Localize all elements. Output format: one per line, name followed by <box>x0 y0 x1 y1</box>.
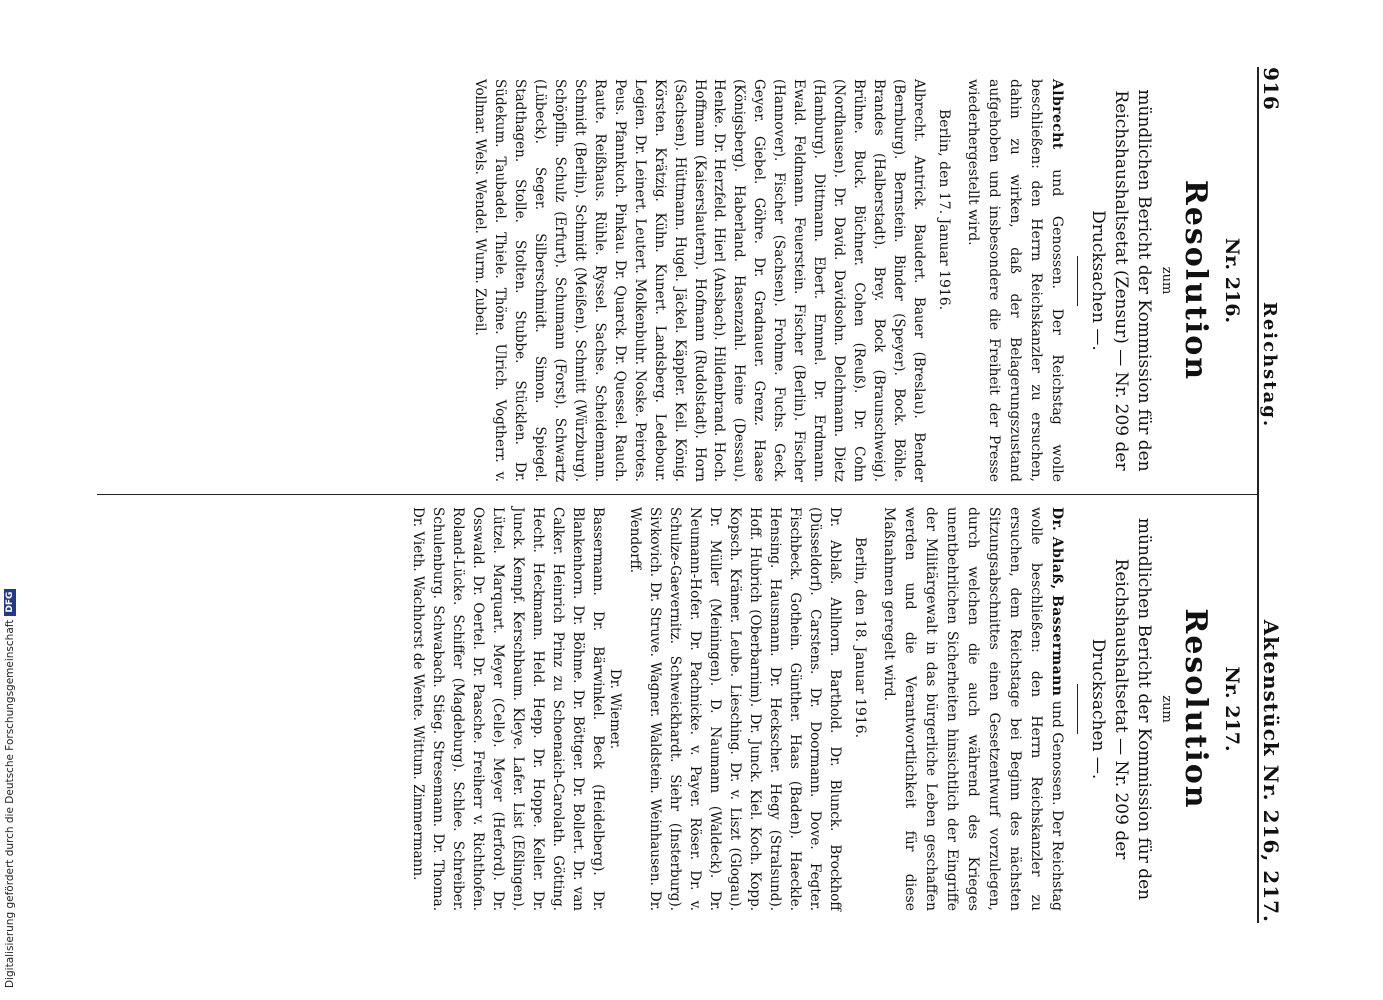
document-subtitle: mündlichen Bericht der Kommission für den Reichshaushaltsetat (Zensur) — Nr. 209 der Drucksachen —. <box>1088 89 1154 472</box>
title-connector: zum <box>1159 695 1174 723</box>
motion-paragraph <box>962 79 1067 482</box>
date-line: Berlin, den 17. Januar 1916. <box>936 109 953 311</box>
column-resolution-216 <box>97 67 1257 495</box>
signatory-list-tail: Dr. Wiemer. <box>606 668 623 750</box>
dfg-logo-icon: DFG <box>4 589 16 616</box>
signatory-list: Dr. Ablaß. Ahlhorn. Barthold. Dr. Blunck. Brockhoff (Düsseldorf). Carstens. Dr. Doormann. Dove. Fegter. Fischbeck. Gothein. Günther. Haas (Baden). Haeckle. Hensing. Hausmann. Dr. Heckscher. Hegy (Stralsund). Hoff. Hubrich (Oberbarnim). Dr. Junck. Kiel. Koch. Kopp. Kopsch. Krämer. Leube. Liesching. Dr. v. Liszt (Glogau). Dr. Müller (Meiningen). D. Naumann (Waldeck). Dr. Neumann-Hofer. Dr. Pachnicke. v. Payer. Röser. Dr. v. Schulze-Gaevernitz. Schweickhardt. Siehr (Insterburg). Sivkovich. Dr. Struve. Wagner. Waldstein. Weinhausen. Dr. Wendorff. <box>627 507 844 911</box>
document-number: Nr. 216. <box>1221 237 1243 324</box>
document-title: Resolution <box>1178 608 1213 810</box>
column-resolution-217 <box>97 495 1257 923</box>
signatory-list-second: Bassermann. Dr. Bärwinkel. Beck (Heidelberg). Dr. Blankenhorn. Dr. Böhme. Dr. Böttger. Dr. Bollert. Dr. van Calker. Heinrich Prinz zu Schoenaich-Carolath. Götting. Hecht. Heckmann. Held. Hepp. Dr. Hoppe. Keller. Dr. Junck. Kempf. Kerschbaum. Kleye. Lafer. List (Eßlingen). Lützel. Marquart. Meyer (Celle). Meyer (Herford). Dr. Osswald. Dr. Oertel. Dr. Paasche. Freiherr v. Richthofen. Roland-Lücke. Schiffer (Magdeburg). Schlee. Schreiber. Schulenburg. Schwabach. Stieg. Stresemann. Dr. Thoma. Dr. Vieth. Wachhorst de Wente. Wittum. Zimmermann. <box>409 507 606 911</box>
header-document-numbers: Aktenstück Nr. 216, 217. <box>1259 619 1283 923</box>
header-title: Reichstag. <box>1259 301 1280 429</box>
title-connector: zum <box>1159 266 1174 295</box>
running-header <box>1257 67 1295 923</box>
motion-text: und Genossen. Der Reichstag wolle beschließen: den Herrn Reichskanzler zu ersuchen, dahin zu wirken, daß der Belagerungszustand aufgehoben und insbesondere die Freiheit der Presse wiederhergestellt wird. <box>965 79 1066 483</box>
motion-text: und Genossen. Der Reichstag wolle beschließen: den Herrn Reichskanzler zu ersuchen, dem Reichstage bei Beginn des nächsten Sitzungsabschnittes einen Gesetzentwurf vorzulegen, durch welchen die auch während des Krieges unentbehrlichen Sicherheiten hinsichtlich der Eingriffe der Militärgewalt in das bürgerliche Leben geschaffen werden und die Verantwortlichkeit für diese Maßnahmen geregelt wird. <box>881 507 1066 911</box>
page-number: 916 <box>1259 67 1283 111</box>
divider <box>1077 256 1078 306</box>
signatory-list: Albrecht. Antrick. Baudert. Bauer (Breslau). Bender (Bernburg). Bernstein. Binder (Speyer). Bock. Böhle. Brandes (Halberstadt). Brey. Bock (Braunschweig). Brühne. Buck. Büchner. Cohen (Reuß). Dr. Cohn (Nordhausen). Dr. David. Davidsohn. Delchmann. Dietz (Hamburg). Dittmann. Ebert. Emmel. Dr. Erdmann. Ewald. Feldmann. Feuerstein. Fischer (Berlin). Fischer (Hannover). Fischer (Sachsen). Frohme. Fuchs. Geck. Geyer. Giebel. Göhre. Dr. Gradnauer. Grenz. Haase (Königsberg). Haberland. Hasenzahl. Heine (Dessau). Henke. Dr. Herzfeld. Hierl (Ansbach). Hildenbrand. Hoch. Hoffmann (Kaiserslautern). Hofmann (Rudolstadt). Horn (Sachsen). Hüttmann. Hugel. Jäckel. Käppler. Keil. König. Körsten. Krätzig. Kühn. Kunert. Landsberg. Ledebour. Legien. Dr. Leinert. Leutert. Molkenbuhr. Noske. Peirotes. Peus. Pfannkuch. Pinkau. Dr. Quarck. Dr. Quessel. Rauch. Raute. Reißhaus. Rühle. Ryssel. Sachse. Scheidemann. Schmidt (Berlin). Schmidt (Meißen). Schmitt (Würzburg). Schöpflin. Schulz (Erfurt). Schumann (Forst). Schwartz (Lübeck). Seger. Silberschmidt. Simon. Spiegel. Stadthagen. Stolle. Stolten. Stubbe. Stücklen. Dr. Südekum. Taubadel. Thiele. Thöne. Ulrich. Vogtherr. v. Vollmar. Wels. Wendel. Wurm. Zubeil. <box>471 79 928 482</box>
two-column-body <box>97 67 1257 923</box>
divider <box>1077 684 1078 734</box>
credit-text: Digitalisierung gefördert durch die Deutsche Forschungsgemeinschaft <box>4 619 16 988</box>
proposers: Albrecht <box>1049 79 1066 150</box>
motion-paragraph <box>878 507 1067 911</box>
document-title: Resolution <box>1178 179 1213 382</box>
proposers: Dr. Ablaß, Bassermann <box>1049 507 1066 697</box>
rotated-document-page <box>85 55 1295 935</box>
document-subtitle: mündlichen Bericht der Kommission für den Reichshaushaltsetat — Nr. 209 der Drucksachen —. <box>1088 517 1154 901</box>
document-number: Nr. 217. <box>1221 666 1243 752</box>
date-line: Berlin, den 18. Januar 1916. <box>852 537 869 739</box>
digitization-credit <box>3 591 17 988</box>
